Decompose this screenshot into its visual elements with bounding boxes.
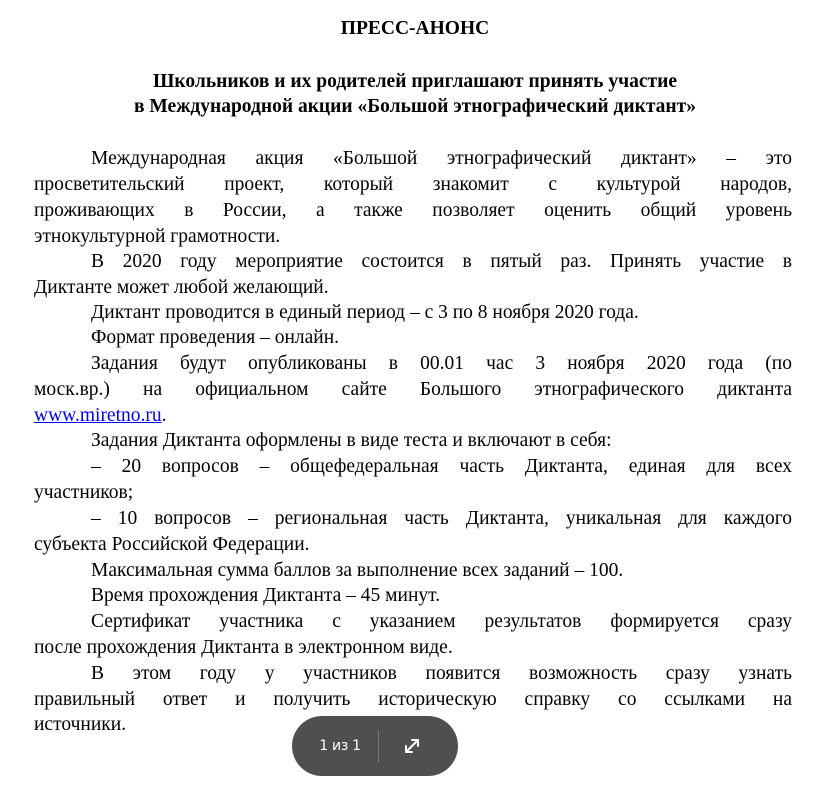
link-trailing-period: . <box>161 405 167 426</box>
divider <box>378 730 379 762</box>
press-release-title: ПРЕСС-АНОНС <box>340 18 490 39</box>
text-line: Задания будут опубликованы в 00.01 час 3 ноября 2020 года (по <box>91 353 792 374</box>
text-line <box>34 405 167 427</box>
text-line: источники. <box>34 714 127 735</box>
text-line: субъекта Российской Федерации. <box>34 534 310 555</box>
text-line: просветительский проект, который знакомит с культурой народов, <box>34 174 792 195</box>
text-line: правильный ответ и получить историческую справку со ссылками на <box>34 689 792 710</box>
text-line: Задания Диктанта оформлены в виде теста и включают в себя: <box>91 430 612 451</box>
expand-button[interactable] <box>396 730 428 762</box>
text-line: Международная акция «Большой этнографический диктант» – это <box>91 148 792 169</box>
text-line: после прохождения Диктанта в электронном виде. <box>34 637 453 658</box>
page-counter: 1 из 1 <box>319 738 361 754</box>
subtitle-line-2: в Международной акции «Большой этнографический диктант» <box>134 96 696 117</box>
text-line: Сертификат участника с указанием результатов формируется сразу <box>91 611 792 632</box>
text-line: проживающих в России, а также позволяет оценить общий уровень <box>34 200 792 221</box>
subtitle-line-1: Школьников и их родителей приглашают принять участие <box>153 71 677 92</box>
text-line: моск.вр.) на официальном сайте Большого этнографического диктанта <box>34 379 792 400</box>
text-line: этнокультурной грамотности. <box>34 226 281 247</box>
text-line: Формат проведения – онлайн. <box>91 327 340 348</box>
text-line: Диктант проводится в единый период – с 3 по 8 ноября 2020 года. <box>91 302 639 323</box>
text-line: Диктанте может любой желающий. <box>34 277 329 298</box>
website-link[interactable]: www.miretno.ru <box>34 405 162 426</box>
text-line: – 20 вопросов – общефедеральная часть Диктанта, единая для всех <box>91 456 792 477</box>
text-line: участников; <box>34 482 134 503</box>
text-line: В этом году у участников появится возможность сразу узнать <box>91 663 792 684</box>
text-line: В 2020 году мероприятие состоится в пятый раз. Принять участие в <box>91 251 792 272</box>
expand-arrows-icon <box>402 736 422 756</box>
page-navigation-pill <box>292 716 458 776</box>
text-line: Максимальная сумма баллов за выполнение всех заданий – 100. <box>91 560 624 581</box>
text-line: – 10 вопросов – региональная часть Диктанта, уникальная для каждого <box>91 508 792 529</box>
text-line: Время прохождения Диктанта – 45 минут. <box>91 585 441 606</box>
